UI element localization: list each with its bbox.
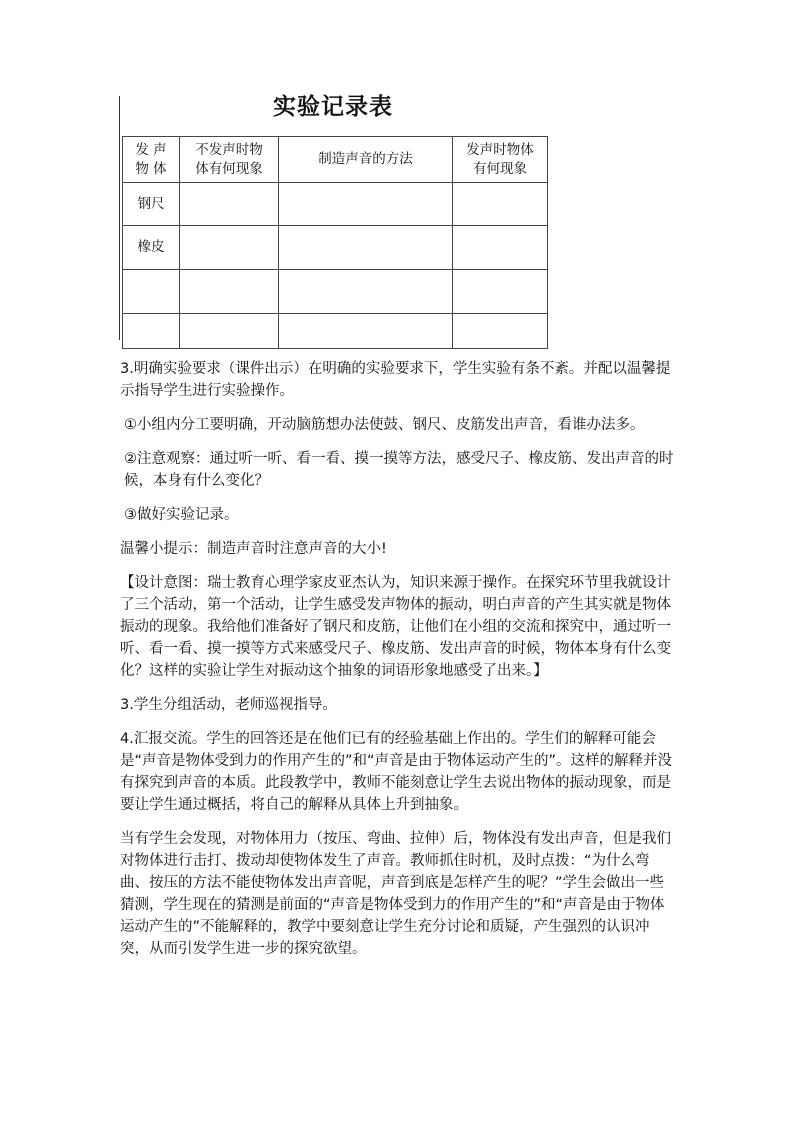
paragraph-group-activity: 3.学生分组活动，老师巡视指导。 [120, 697, 337, 713]
body-text [120, 358, 676, 972]
paragraph-step-1: ①小组内分工要明确，开动脑筋想办法使鼓、钢尺、皮筋发出声音，看谁办法多。 [124, 417, 645, 433]
table-row [123, 226, 548, 270]
table-cell [180, 270, 279, 314]
table-cell [123, 270, 180, 314]
table-cell [180, 226, 279, 270]
paragraph-requirements: 3.明确实验要求（课件出示）在明确的实验要求下，学生实验有条不紊。并配以温馨提示指导学生进行实验操作。 [120, 361, 671, 399]
page-title: 实验记录表 [273, 93, 393, 120]
table-row [123, 183, 548, 226]
table-cell [453, 270, 548, 314]
table-cell: 钢尺 [123, 183, 180, 226]
paragraph-tip: 温馨小提示：制造声音时注意声音的大小! [120, 541, 387, 557]
table-cell [279, 183, 453, 226]
table-cell [279, 314, 453, 349]
experiment-record-table [122, 136, 548, 349]
table-cell [279, 270, 453, 314]
table-row [123, 314, 548, 349]
paragraph-step-3: ③做好实验记录。 [124, 507, 239, 523]
header-sound-object: 发 声 物 体 [123, 137, 180, 183]
header-sound-method: 制造声音的方法 [279, 137, 453, 183]
paragraph-report: 4.汇报交流。学生的回答还是在他们已有的经验基础上作出的。学生们的解释可能会是“声音是物体受到力的作用产生的”和“声音是由于物体运动产生的”。这样的解释并没有探究到声音的本质。此段教学中，教师不能刻意让学生去说出物体的振动现象，而是要让学生通过概括，将自己的解释从具体上升到抽象。 [120, 731, 673, 813]
table-cell [453, 183, 548, 226]
table-cell [123, 314, 180, 349]
table-cell [453, 314, 548, 349]
paragraph-step-2: ②注意观察：通过听一听、看一看、摸一摸等方法，感受尺子、橡皮筋、发出声音的时候，本身有什么变化？ [124, 451, 674, 489]
header-sounding-phenomenon: 发声时物体 有何现象 [453, 137, 548, 183]
table-cell [180, 183, 279, 226]
margin-rule [119, 96, 120, 340]
header-silent-phenomenon: 不发声时物 体有何现象 [180, 137, 279, 183]
paragraph-discovery: 当有学生会发现，对物体用力（按压、弯曲、拉伸）后，物体没有发出声音，但是我们对物体进行击打、拨动却使物体发生了声音。教师抓住时机，及时点拨：“为什么弯曲、按压的方法不能使物体发出声音呢，声音到底是怎样产生的呢？”学生会做出一些猜测，学生现在的猜测是前面的“声音是物体受到力的作用产生的”和“声音是由于物体运动产生的”不能解释的，教学中要刻意让学生充分讨论和质疑，产生强烈的认识冲突，从而引发学生进一步的探究欲望。 [120, 831, 671, 957]
table-row [123, 270, 548, 314]
table-header-row [123, 137, 548, 183]
table-cell [180, 314, 279, 349]
paragraph-design-intent: 【设计意图：瑞士教育心理学家皮亚杰认为，知识来源于操作。在探究环节里我就设计了三个活动，第一个活动，让学生感受发声物体的振动，明白声音的产生其实就是物体振动的现象。我给他们准备好了钢尺和皮筋，让他们在小组的交流和探究中，通过听一听、看一看、摸一摸等方式来感受尺子、橡皮筋、发出声音的时候，物体本身有什么变化？这样的实验让学生对振动这个抽象的词语形象地感受了出来。】 [120, 575, 671, 679]
table-cell: 橡皮 [123, 226, 180, 270]
table-cell [453, 226, 548, 270]
table-cell [279, 226, 453, 270]
